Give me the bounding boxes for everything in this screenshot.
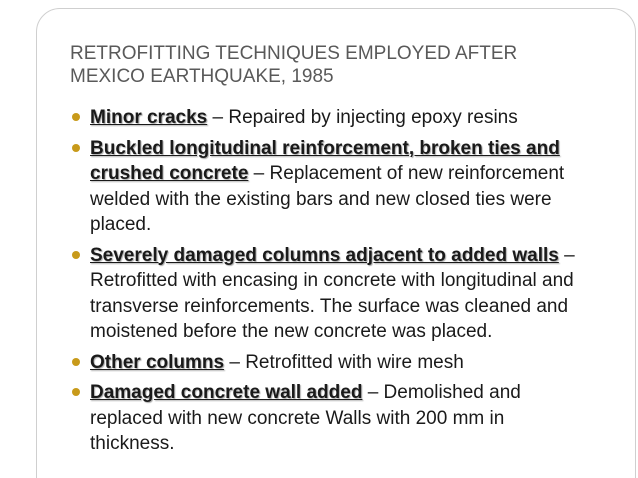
slide-title bbox=[70, 42, 610, 88]
bullet-item-damaged-concrete-wall bbox=[72, 380, 592, 457]
bullet-term: Buckled longitudinal reinforcement, broken ties and crushed concrete bbox=[90, 137, 560, 184]
slide-title-line-2: MEXICO EARTHQUAKE, 1985 bbox=[70, 66, 334, 87]
bullet-dot-icon bbox=[72, 358, 80, 366]
bullet-dot-icon bbox=[72, 251, 80, 259]
bullet-item-minor-cracks bbox=[72, 105, 592, 131]
bullet-dot-icon bbox=[72, 388, 80, 396]
bullet-item-severely-damaged-columns bbox=[72, 243, 592, 345]
bullet-term: Other columns bbox=[90, 351, 225, 373]
bullet-list bbox=[72, 105, 592, 462]
bullet-description: – Retrofitted with wire mesh bbox=[224, 351, 464, 373]
bullet-description: – Repaired by injecting epoxy resins bbox=[207, 107, 518, 128]
bullet-dot-icon bbox=[72, 144, 80, 152]
slide-title-line-1: RETROFITTING TECHNIQUES EMPLOYED AFTER bbox=[70, 43, 518, 64]
bullet-item-buckled-reinforcement bbox=[72, 136, 592, 238]
bullet-description: – Demolished and replaced with new concrete Walls with 200 mm in thickness. bbox=[90, 382, 521, 454]
bullet-description: – Retrofitted with encasing in concrete with longitudinal and transverse reinforcements. The surface was cleaned and moistened before the new concrete was placed. bbox=[90, 244, 575, 342]
bullet-term: Severely damaged columns adjacent to added walls bbox=[90, 244, 559, 266]
bullet-item-other-columns bbox=[72, 350, 592, 376]
bullet-dot-icon bbox=[72, 113, 80, 121]
bullet-term: Minor cracks bbox=[90, 107, 208, 128]
bullet-description: – Replacement of new reinforcement welded with the existing bars and new closed ties were placed. bbox=[90, 163, 565, 235]
bullet-term: Damaged concrete wall added bbox=[90, 382, 363, 403]
